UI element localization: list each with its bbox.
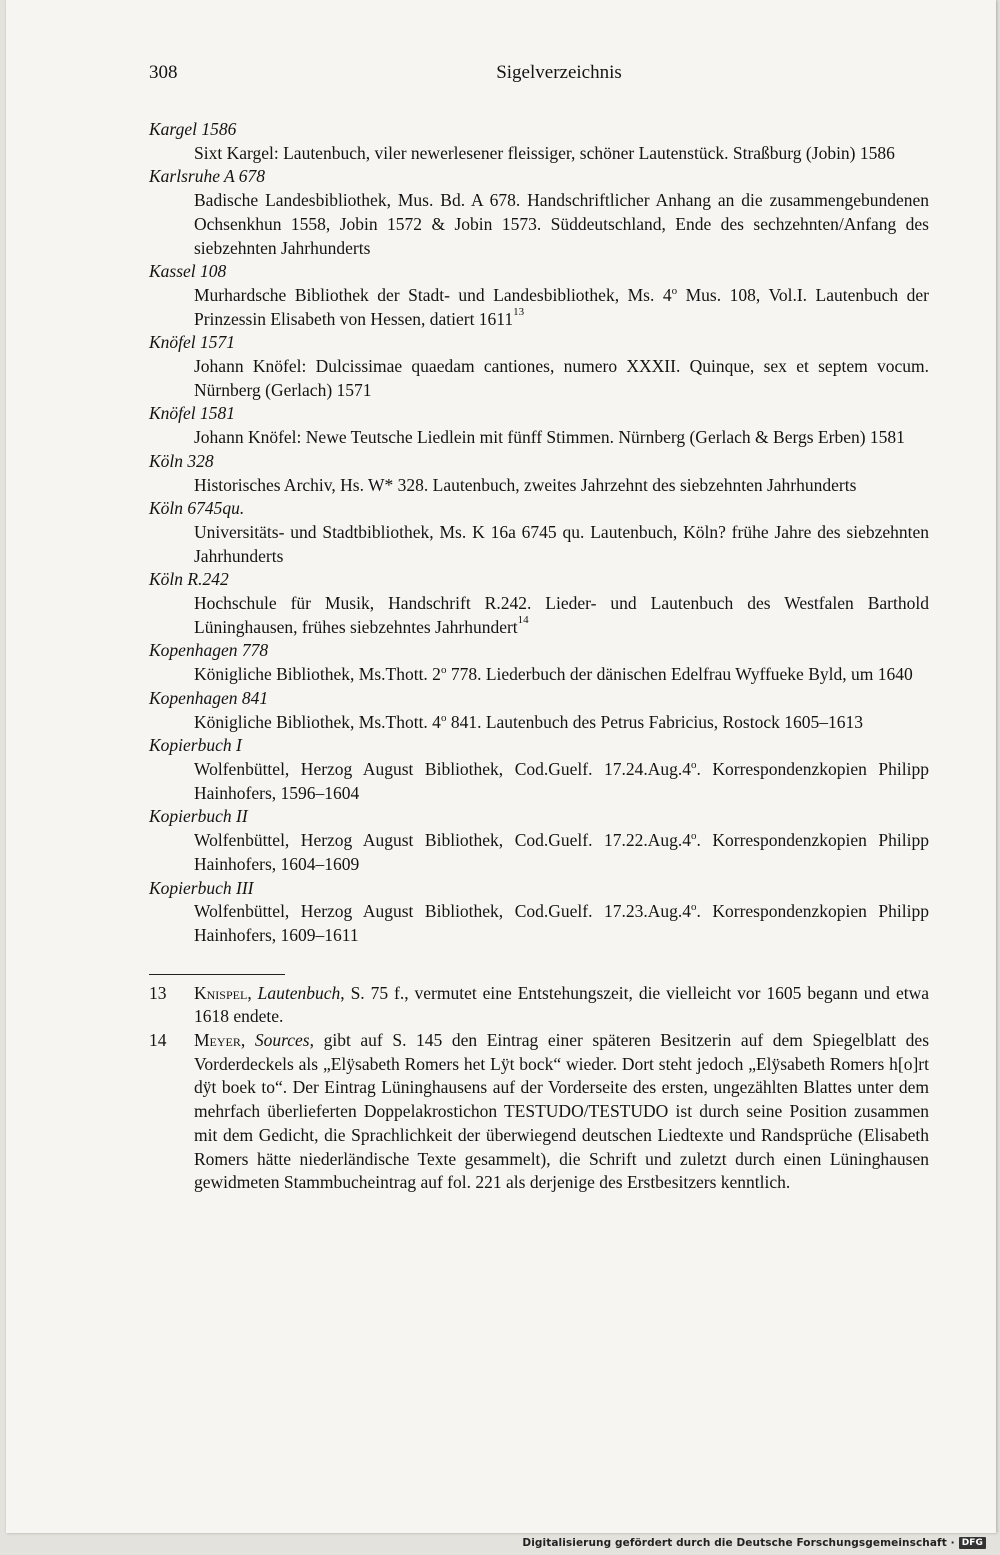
- sigla-entry: [149, 260, 929, 331]
- siglum: Kopierbuch II: [149, 806, 248, 827]
- siglum-description: Murhardsche Bibliothek der Stadt- und Landesbibliothek, Ms. 4$^o$ Mus. 108, Vol.I. Lautenbuch der Prinzessin Elisabeth von Hessen, datiert 1611$^{13}$: [194, 284, 929, 329]
- footnote-ref-13[interactable]: 13: [513, 305, 525, 318]
- superscript-o: o: [440, 711, 447, 724]
- superscript-o: o: [690, 758, 697, 771]
- siglum-description: Königliche Bibliothek, Ms.Thott. 4$^o$ 841. Lautenbuch des Petrus Fabricius, Rostock 1605–1613: [194, 711, 863, 732]
- digitization-credit: [522, 1537, 986, 1549]
- footnote-13: [149, 982, 929, 1029]
- dfg-logo: DFG: [959, 1537, 986, 1549]
- superscript-o: o: [440, 664, 447, 677]
- siglum-description: Sixt Kargel: Lautenbuch, viler newerlesener fleissiger, schöner Lautenstück. Straßburg (Jobin) 1586: [194, 142, 895, 163]
- sigla-entry: [149, 877, 929, 948]
- page-number: 308: [149, 62, 178, 83]
- page-header: [149, 62, 929, 88]
- superscript-o: o: [671, 284, 678, 297]
- siglum: Köln R.242: [149, 569, 229, 590]
- siglum: Kargel 1586: [149, 119, 237, 139]
- sigla-entry: [149, 639, 929, 686]
- sigla-entry: [149, 734, 929, 805]
- sigla-entry: [149, 402, 929, 449]
- sigla-entry: [149, 118, 929, 165]
- footnote-number: 14: [149, 1030, 167, 1051]
- footnote-separator: [149, 974, 285, 975]
- sigla-entry: [149, 331, 929, 402]
- siglum: Kopenhagen 778: [149, 640, 269, 661]
- siglum: Köln 6745qu.: [149, 498, 245, 519]
- siglum-description: Hochschule für Musik, Handschrift R.242. Lieder- und Lautenbuch des Westfalen Barthold Lüninghausen, frühes siebzehntes Jahrhundert$^{14}$: [194, 593, 929, 637]
- footnote-text: Knispel, Lautenbuch, S. 75 f., vermutet eine Entstehungszeit, die vielleicht vor 1605 begann und etwa 1618 endete.: [194, 982, 930, 1027]
- footnote-14: [149, 1029, 929, 1195]
- siglum-description: Johann Knöfel: Newe Teutsche Liedlein mit fünff Stimmen. Nürnberg (Gerlach & Bergs Erben) 1581: [194, 427, 905, 448]
- sigla-entry: [149, 568, 929, 639]
- siglum-description: Wolfenbüttel, Herzog August Bibliothek, Cod.Guelf. 17.22.Aug.4$^o$. Korrespondenzkopien Philipp Hainhofers, 1604–1609: [194, 830, 929, 874]
- siglum-description: Wolfenbüttel, Herzog August Bibliothek, Cod.Guelf. 17.23.Aug.4$^o$. Korrespondenzkopien Philipp Hainhofers, 1609–1611: [194, 901, 929, 945]
- footnote-author: Knispel: [194, 982, 248, 1003]
- sigla-entry: [149, 165, 929, 260]
- sigla-entry: [149, 450, 929, 497]
- siglum: Kassel 108: [149, 261, 227, 282]
- sigla-entry: [149, 805, 929, 876]
- siglum-description: Wolfenbüttel, Herzog August Bibliothek, Cod.Guelf. 17.24.Aug.4$^o$. Korrespondenzkopien Philipp Hainhofers, 1596–1604: [194, 758, 929, 803]
- footnote-author: Meyer: [194, 1030, 241, 1051]
- siglum: Knöfel 1571: [149, 332, 236, 353]
- siglum: Knöfel 1581: [149, 403, 236, 424]
- siglum: Karlsruhe A 678: [149, 166, 266, 187]
- siglum: Kopierbuch I: [149, 735, 242, 756]
- siglum-description: Badische Landesbibliothek, Mus. Bd. A 678. Handschriftlicher Anhang an die zusammengebundenen Ochsenkhun 1558, Jobin 1572 & Jobin 1573. Süddeutschland, Ende des sechzehnten/Anfang des siebzehnten Jahrhunderts: [194, 190, 929, 258]
- sigla-entry: [149, 687, 929, 734]
- siglum-description: Königliche Bibliothek, Ms.Thott. 2$^o$ 778. Liederbuch der dänischen Edelfrau Wyffueke Byld, um 1640: [194, 664, 913, 685]
- footnote-ref-14[interactable]: 14: [517, 613, 529, 626]
- book-page: [6, 0, 996, 1533]
- siglum-description: Universitäts- und Stadtbibliothek, Ms. K 16a 6745 qu. Lautenbuch, Köln? frühe Jahre des siebzehnten Jahrhunderts: [194, 521, 929, 566]
- credit-text: Digitalisierung gefördert durch die Deutsche Forschungsgemeinschaft ·: [522, 1537, 955, 1549]
- footnote-work: Lautenbuch: [257, 982, 341, 1003]
- running-head: Sigelverzeichnis: [496, 62, 622, 83]
- siglum-description: Historisches Archiv, Hs. W* 328. Lautenbuch, zweites Jahrzehnt des siebzehnten Jahrhunderts: [194, 474, 857, 495]
- footnote-work: Sources: [254, 1030, 310, 1051]
- siglum-description: Johann Knöfel: Dulcissimae quaedam cantiones, numero XXXII. Quinque, sex et septem vocum. Nürnberg (Gerlach) 1571: [194, 356, 929, 400]
- superscript-o: o: [690, 901, 697, 914]
- sigla-list: [149, 118, 929, 1195]
- footnote-number: 13: [149, 982, 167, 1003]
- siglum: Kopierbuch III: [149, 877, 254, 898]
- sigla-entry: [149, 497, 929, 568]
- siglum: Kopenhagen 841: [149, 687, 269, 708]
- siglum: Köln 328: [149, 450, 214, 471]
- superscript-o: o: [690, 830, 697, 843]
- footnote-text: Meyer, Sources, gibt auf S. 145 den Eintrag einer späteren Besitzerin auf dem Spiegelblatt des Vorderdeckels als „Elÿsabeth Romers het Lÿt bock“ wieder. Dort steht jedoch „Elÿsabeth Romers h[o]rt dÿt boek to“. Der Eintrag Lüninghausens auf der Vorderseite des ersten, ungezählten Blattes unter dem mehrfach überlieferten Doppelakrostichon TESTUDO/TESTUDO ist durch seine Position zusammen mit dem Gedicht, die Sprachlichkeit der überwiegend deutschen Liedtexte und Randsprüche (Elisabeth Romers hätte niederländische Texte gesammelt), die Schrift und zuletzt durch einen Lüninghausen gewidmeten Stammbucheintrag auf fol. 221 als derjenige des Erstbesitzers kenntlich.: [194, 1030, 929, 1193]
